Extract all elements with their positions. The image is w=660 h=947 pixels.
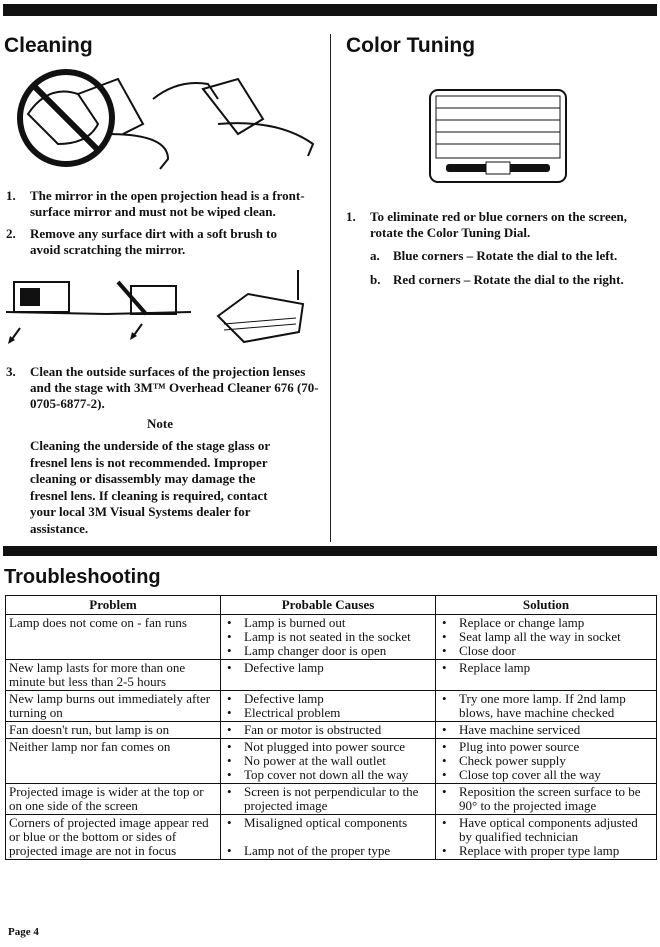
cause-item: • Screen is not perpendicular to the projected image xyxy=(224,785,432,813)
cause-item: • Lamp is not seated in the socket xyxy=(224,630,432,644)
step-text: To eliminate red or blue corners on the screen, rotate the Color Tuning Dial. xyxy=(370,209,627,240)
problem-cell: New lamp burns out immediately after turning on xyxy=(6,691,221,722)
solution-item: • Seat lamp all the way in socket xyxy=(439,630,653,644)
step-text: The mirror in the open projection head is a front-surface mirror and must not be wiped clean. xyxy=(30,188,305,219)
solution-item: • Plug into power source xyxy=(439,740,653,754)
causes-cell xyxy=(221,784,436,815)
solution-cell xyxy=(436,722,657,739)
table-header-row xyxy=(6,596,657,615)
solution-cell xyxy=(436,739,657,784)
cause-item: • Top cover not down all the way xyxy=(224,768,432,782)
step-text: Clean the outside surfaces of the projection lenses and the stage with 3M™ Overhead Cleaner 676 (70-0705-6877-2). xyxy=(30,364,319,411)
solution-item: • Have optical components adjusted by qualified technician xyxy=(439,816,653,844)
causes-cell xyxy=(221,660,436,691)
solution-cell xyxy=(436,615,657,660)
solution-cell xyxy=(436,784,657,815)
cause-item: • Lamp not of the proper type xyxy=(224,844,432,858)
cause-item: • Lamp is burned out xyxy=(224,616,432,630)
solution-item: • Check power supply xyxy=(439,754,653,768)
subitem-letter: b. xyxy=(370,272,381,287)
table-row xyxy=(6,784,657,815)
causes-cell xyxy=(221,739,436,784)
lens-cleaning-illustration xyxy=(6,268,324,356)
table-row xyxy=(6,660,657,691)
table-row xyxy=(6,722,657,739)
cleaning-step-3 xyxy=(6,364,324,414)
cause-item: • Lamp changer door is open xyxy=(224,644,432,658)
cause-item: • No power at the wall outlet xyxy=(224,754,432,768)
problem-cell: New lamp lasts for more than one minute but less than 2-5 hours xyxy=(6,660,221,691)
solution-item: • Replace with proper type lamp xyxy=(439,844,653,858)
solution-item: • Have machine serviced xyxy=(439,723,653,737)
step-number: 1. xyxy=(6,188,16,203)
table-row xyxy=(6,739,657,784)
step-number: 1. xyxy=(346,209,356,224)
subitem-letter: a. xyxy=(370,248,380,263)
color-tuning-step-1 xyxy=(346,209,651,243)
cause-item: • Misaligned optical components xyxy=(224,816,432,830)
problem-cell: Corners of projected image appear red or blue or the bottom or sides of projected image are not in focus xyxy=(6,815,221,860)
causes-cell xyxy=(221,691,436,722)
step-text: Remove any surface dirt with a soft brush to avoid scratching the mirror. xyxy=(30,226,277,257)
causes-cell xyxy=(221,815,436,860)
note-text: Cleaning the underside of the stage glass or fresnel lens is not recommended. Improper cleaning or disassembly may damage the fresnel lens. If cleaning is required, contact your local 3M Visual Systems dealer for assistance. xyxy=(30,438,270,536)
step-number: 3. xyxy=(6,364,16,379)
solution-cell xyxy=(436,691,657,722)
solution-item: • Replace lamp xyxy=(439,661,653,675)
column-divider xyxy=(330,34,331,542)
solution-item: • Try one more lamp. If 2nd lamp blows, have machine checked xyxy=(439,692,653,720)
section-rule xyxy=(3,546,657,556)
cause-item: • Electrical problem xyxy=(224,706,432,720)
causes-cell xyxy=(221,722,436,739)
solution-cell xyxy=(436,815,657,860)
header-solution: Solution xyxy=(436,596,657,615)
table-row xyxy=(6,691,657,722)
solution-item: • Replace or change lamp xyxy=(439,616,653,630)
solution-item: • Close door xyxy=(439,644,653,658)
mirror-cleaning-illustration xyxy=(8,64,326,174)
header-problem: Problem xyxy=(6,596,221,615)
color-tuning-subitem-a xyxy=(370,248,650,264)
problem-cell: Projected image is wider at the top or on one side of the screen xyxy=(6,784,221,815)
step-number: 2. xyxy=(6,226,16,241)
table-row xyxy=(6,615,657,660)
problem-cell: Fan doesn't run, but lamp is on xyxy=(6,722,221,739)
cause-item: • Not plugged into power source xyxy=(224,740,432,754)
problem-cell: Neither lamp nor fan comes on xyxy=(6,739,221,784)
color-tuning-dial-illustration xyxy=(426,86,570,186)
solution-cell xyxy=(436,660,657,691)
page-number: Page 4 xyxy=(8,926,39,938)
table-row xyxy=(6,815,657,860)
cause-item: • Defective lamp xyxy=(224,692,432,706)
note-heading: Note xyxy=(147,416,173,431)
troubleshooting-table xyxy=(5,595,657,860)
color-tuning-title: Color Tuning xyxy=(346,34,476,57)
troubleshooting-title: Troubleshooting xyxy=(4,566,161,588)
causes-cell xyxy=(221,615,436,660)
cleaning-title: Cleaning xyxy=(4,34,93,57)
solution-item: • Close top cover all the way xyxy=(439,768,653,782)
cause-item: • Defective lamp xyxy=(224,661,432,675)
subitem-text: Blue corners – Rotate the dial to the left. xyxy=(393,248,618,263)
cleaning-step-2 xyxy=(6,226,324,260)
problem-cell: Lamp does not come on - fan runs xyxy=(6,615,221,660)
solution-item: • Reposition the screen surface to be 90° to the projected image xyxy=(439,785,653,813)
cause-item: • Fan or motor is obstructed xyxy=(224,723,432,737)
header-probable-causes: Probable Causes xyxy=(221,596,436,615)
subitem-text: Red corners – Rotate the dial to the right. xyxy=(393,272,624,287)
cleaning-step-1 xyxy=(6,188,324,222)
top-rule xyxy=(3,4,657,16)
color-tuning-subitem-b xyxy=(370,272,650,288)
